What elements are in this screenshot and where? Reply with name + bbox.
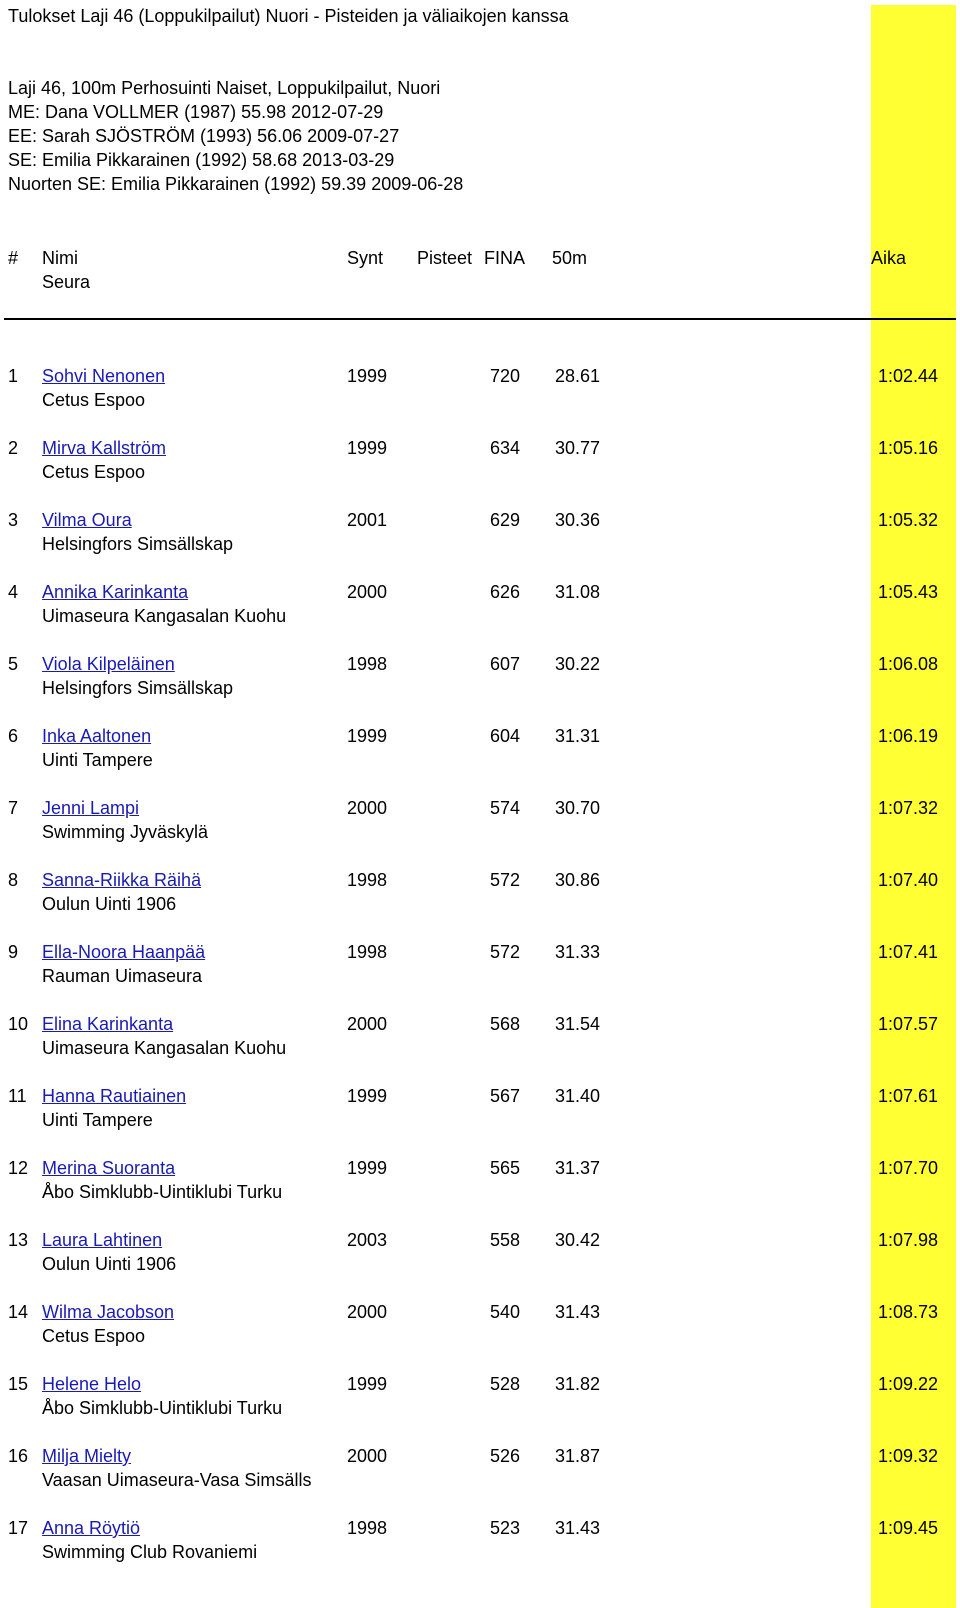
result-rank: 7 [8, 798, 19, 818]
result-club: Swimming Club Rovaniemi [42, 1542, 258, 1562]
result-split-50m: 31.54 [555, 1014, 601, 1034]
result-time: 1:07.61 [877, 1086, 938, 1106]
header-split: 50m [552, 248, 588, 268]
table-row [0, 1228, 960, 1300]
result-club: Vaasan Uimaseura-Vasa Simsälls [42, 1470, 312, 1490]
result-birth-year: 2000 [347, 798, 388, 818]
result-points: 607 [489, 654, 520, 674]
table-row [0, 652, 960, 724]
swimmer-name-link[interactable]: Viola Kilpeläinen [42, 654, 175, 674]
result-rank: 2 [8, 438, 19, 458]
result-points: 572 [489, 942, 520, 962]
result-points: 574 [489, 798, 520, 818]
result-time: 1:02.44 [877, 366, 938, 386]
table-row [0, 1084, 960, 1156]
table-row [0, 1516, 960, 1588]
table-row [0, 1372, 960, 1444]
result-birth-year: 1999 [347, 438, 388, 458]
swimmer-name-link[interactable]: Milja Mielty [42, 1446, 132, 1466]
result-split-50m: 31.37 [555, 1158, 601, 1178]
result-points: 526 [489, 1446, 520, 1466]
result-rank: 12 [8, 1158, 29, 1178]
result-club: Oulun Uinti 1906 [42, 894, 177, 914]
swimmer-name-link[interactable]: Elina Karinkanta [42, 1014, 174, 1034]
swimmer-name-link[interactable]: Ella-Noora Haanpää [42, 942, 206, 962]
result-rank: 10 [8, 1014, 29, 1034]
header-points: Pisteet [417, 248, 473, 268]
table-row [0, 1156, 960, 1228]
swimmer-name-link[interactable]: Wilma Jacobson [42, 1302, 175, 1322]
swimmer-name-link[interactable]: Vilma Oura [42, 510, 132, 530]
record-finland: SE: Emilia Pikkarainen (1992) 58.68 2013-03-29 [8, 150, 395, 170]
table-row [0, 364, 960, 436]
header-club: Seura [42, 272, 91, 292]
header-rank: # [8, 248, 19, 268]
result-rank: 3 [8, 510, 19, 530]
result-birth-year: 2000 [347, 1302, 388, 1322]
result-rank: 17 [8, 1518, 29, 1538]
result-birth-year: 1999 [347, 1086, 388, 1106]
result-rank: 11 [8, 1086, 27, 1106]
result-points: 604 [489, 726, 520, 746]
result-split-50m: 31.43 [555, 1518, 601, 1538]
swimmer-name-link[interactable]: Jenni Lampi [42, 798, 140, 818]
result-time: 1:07.70 [877, 1158, 938, 1178]
result-points: 528 [489, 1374, 520, 1394]
result-split-50m: 31.40 [555, 1086, 601, 1106]
result-club: Uinti Tampere [42, 750, 153, 770]
result-club: Helsingfors Simsällskap [42, 678, 234, 698]
result-points: 634 [489, 438, 520, 458]
result-split-50m: 30.77 [555, 438, 601, 458]
table-row [0, 868, 960, 940]
result-rank: 8 [8, 870, 19, 890]
result-birth-year: 1998 [347, 870, 388, 890]
result-points: 540 [489, 1302, 520, 1322]
table-row [0, 796, 960, 868]
result-time: 1:07.41 [877, 942, 938, 962]
result-split-50m: 30.70 [555, 798, 601, 818]
result-birth-year: 2001 [347, 510, 388, 530]
result-time: 1:09.32 [877, 1446, 938, 1466]
result-rank: 4 [8, 582, 19, 602]
result-club: Swimming Jyväskylä [42, 822, 209, 842]
result-rank: 1 [8, 366, 19, 386]
result-time: 1:07.98 [877, 1230, 938, 1250]
result-club: Helsingfors Simsällskap [42, 534, 234, 554]
result-points: 558 [489, 1230, 520, 1250]
swimmer-name-link[interactable]: Hanna Rautiainen [42, 1086, 187, 1106]
swimmer-name-link[interactable]: Helene Helo [42, 1374, 142, 1394]
result-time: 1:05.32 [877, 510, 938, 530]
result-time: 1:05.16 [877, 438, 938, 458]
result-birth-year: 2000 [347, 1014, 388, 1034]
result-split-50m: 31.31 [555, 726, 601, 746]
table-row [0, 940, 960, 1012]
result-points: 567 [489, 1086, 520, 1106]
result-split-50m: 31.87 [555, 1446, 601, 1466]
swimmer-name-link[interactable]: Inka Aaltonen [42, 726, 152, 746]
result-rank: 14 [8, 1302, 29, 1322]
swimmer-name-link[interactable]: Sanna-Riikka Räihä [42, 870, 202, 890]
result-birth-year: 1999 [347, 1158, 388, 1178]
table-row [0, 580, 960, 652]
result-points: 568 [489, 1014, 520, 1034]
result-split-50m: 30.86 [555, 870, 601, 890]
result-time: 1:06.19 [877, 726, 938, 746]
result-rank: 9 [8, 942, 19, 962]
result-time: 1:09.22 [877, 1374, 938, 1394]
page-title: Tulokset Laji 46 (Loppukilpailut) Nuori - Pisteiden ja väliaikojen kanssa [8, 6, 569, 26]
result-split-50m: 31.82 [555, 1374, 601, 1394]
result-time: 1:08.73 [877, 1302, 938, 1322]
result-birth-year: 1999 [347, 366, 388, 386]
result-club: Cetus Espoo [42, 390, 146, 410]
result-points: 523 [489, 1518, 520, 1538]
result-birth-year: 1999 [347, 1374, 388, 1394]
result-club: Uimaseura Kangasalan Kuohu [42, 606, 287, 626]
swimmer-name-link[interactable]: Annika Karinkanta [42, 582, 189, 602]
swimmer-name-link[interactable]: Mirva Kallström [42, 438, 167, 458]
result-rank: 6 [8, 726, 19, 746]
result-rank: 13 [8, 1230, 29, 1250]
result-split-50m: 30.22 [555, 654, 601, 674]
result-points: 565 [489, 1158, 520, 1178]
result-time: 1:07.40 [877, 870, 938, 890]
result-points: 626 [489, 582, 520, 602]
swimmer-name-link[interactable]: Sohvi Nenonen [42, 366, 166, 386]
result-split-50m: 31.08 [555, 582, 601, 602]
swimmer-name-link[interactable]: Laura Lahtinen [42, 1230, 163, 1250]
result-club: Åbo Simklubb-Uintiklubi Turku [42, 1182, 283, 1202]
result-birth-year: 1998 [347, 1518, 388, 1538]
header-name: Nimi [42, 248, 78, 268]
result-birth-year: 2003 [347, 1230, 388, 1250]
swimmer-name-link[interactable]: Merina Suoranta [42, 1158, 176, 1178]
event-title: Laji 46, 100m Perhosuinti Naiset, Loppukilpailut, Nuori [8, 78, 441, 98]
result-time: 1:05.43 [877, 582, 938, 602]
table-row [0, 1012, 960, 1084]
result-club: Uimaseura Kangasalan Kuohu [42, 1038, 287, 1058]
table-row [0, 436, 960, 508]
result-birth-year: 1998 [347, 942, 388, 962]
table-row [0, 508, 960, 580]
result-points: 572 [489, 870, 520, 890]
table-row [0, 724, 960, 796]
result-club: Cetus Espoo [42, 1326, 146, 1346]
result-time: 1:07.57 [877, 1014, 938, 1034]
record-europe: EE: Sarah SJÖSTRÖM (1993) 56.06 2009-07-27 [8, 126, 400, 146]
result-rank: 5 [8, 654, 19, 674]
result-time: 1:09.45 [877, 1518, 938, 1538]
header-time: Aika [871, 248, 907, 268]
result-rank: 16 [8, 1446, 29, 1466]
swimmer-name-link[interactable]: Anna Röytiö [42, 1518, 141, 1538]
result-club: Cetus Espoo [42, 462, 146, 482]
result-points: 720 [489, 366, 520, 386]
header-synt: Synt [347, 248, 384, 268]
result-club: Oulun Uinti 1906 [42, 1254, 177, 1274]
result-time: 1:07.32 [877, 798, 938, 818]
result-club: Åbo Simklubb-Uintiklubi Turku [42, 1398, 283, 1418]
result-time: 1:06.08 [877, 654, 938, 674]
header-divider [4, 318, 956, 320]
result-club: Rauman Uimaseura [42, 966, 203, 986]
result-birth-year: 1998 [347, 654, 388, 674]
result-split-50m: 31.43 [555, 1302, 601, 1322]
result-rank: 15 [8, 1374, 29, 1394]
header-fina: FINA [484, 248, 526, 268]
table-row [0, 1444, 960, 1516]
table-row [0, 1300, 960, 1372]
result-points: 629 [489, 510, 520, 530]
result-split-50m: 30.36 [555, 510, 601, 530]
result-birth-year: 2000 [347, 1446, 388, 1466]
result-birth-year: 1999 [347, 726, 388, 746]
result-split-50m: 31.33 [555, 942, 601, 962]
result-split-50m: 30.42 [555, 1230, 601, 1250]
result-club: Uinti Tampere [42, 1110, 153, 1130]
record-junior-finland: Nuorten SE: Emilia Pikkarainen (1992) 59.39 2009-06-28 [8, 174, 464, 194]
result-split-50m: 28.61 [555, 366, 601, 386]
record-world: ME: Dana VOLLMER (1987) 55.98 2012-07-29 [8, 102, 384, 122]
result-birth-year: 2000 [347, 582, 388, 602]
